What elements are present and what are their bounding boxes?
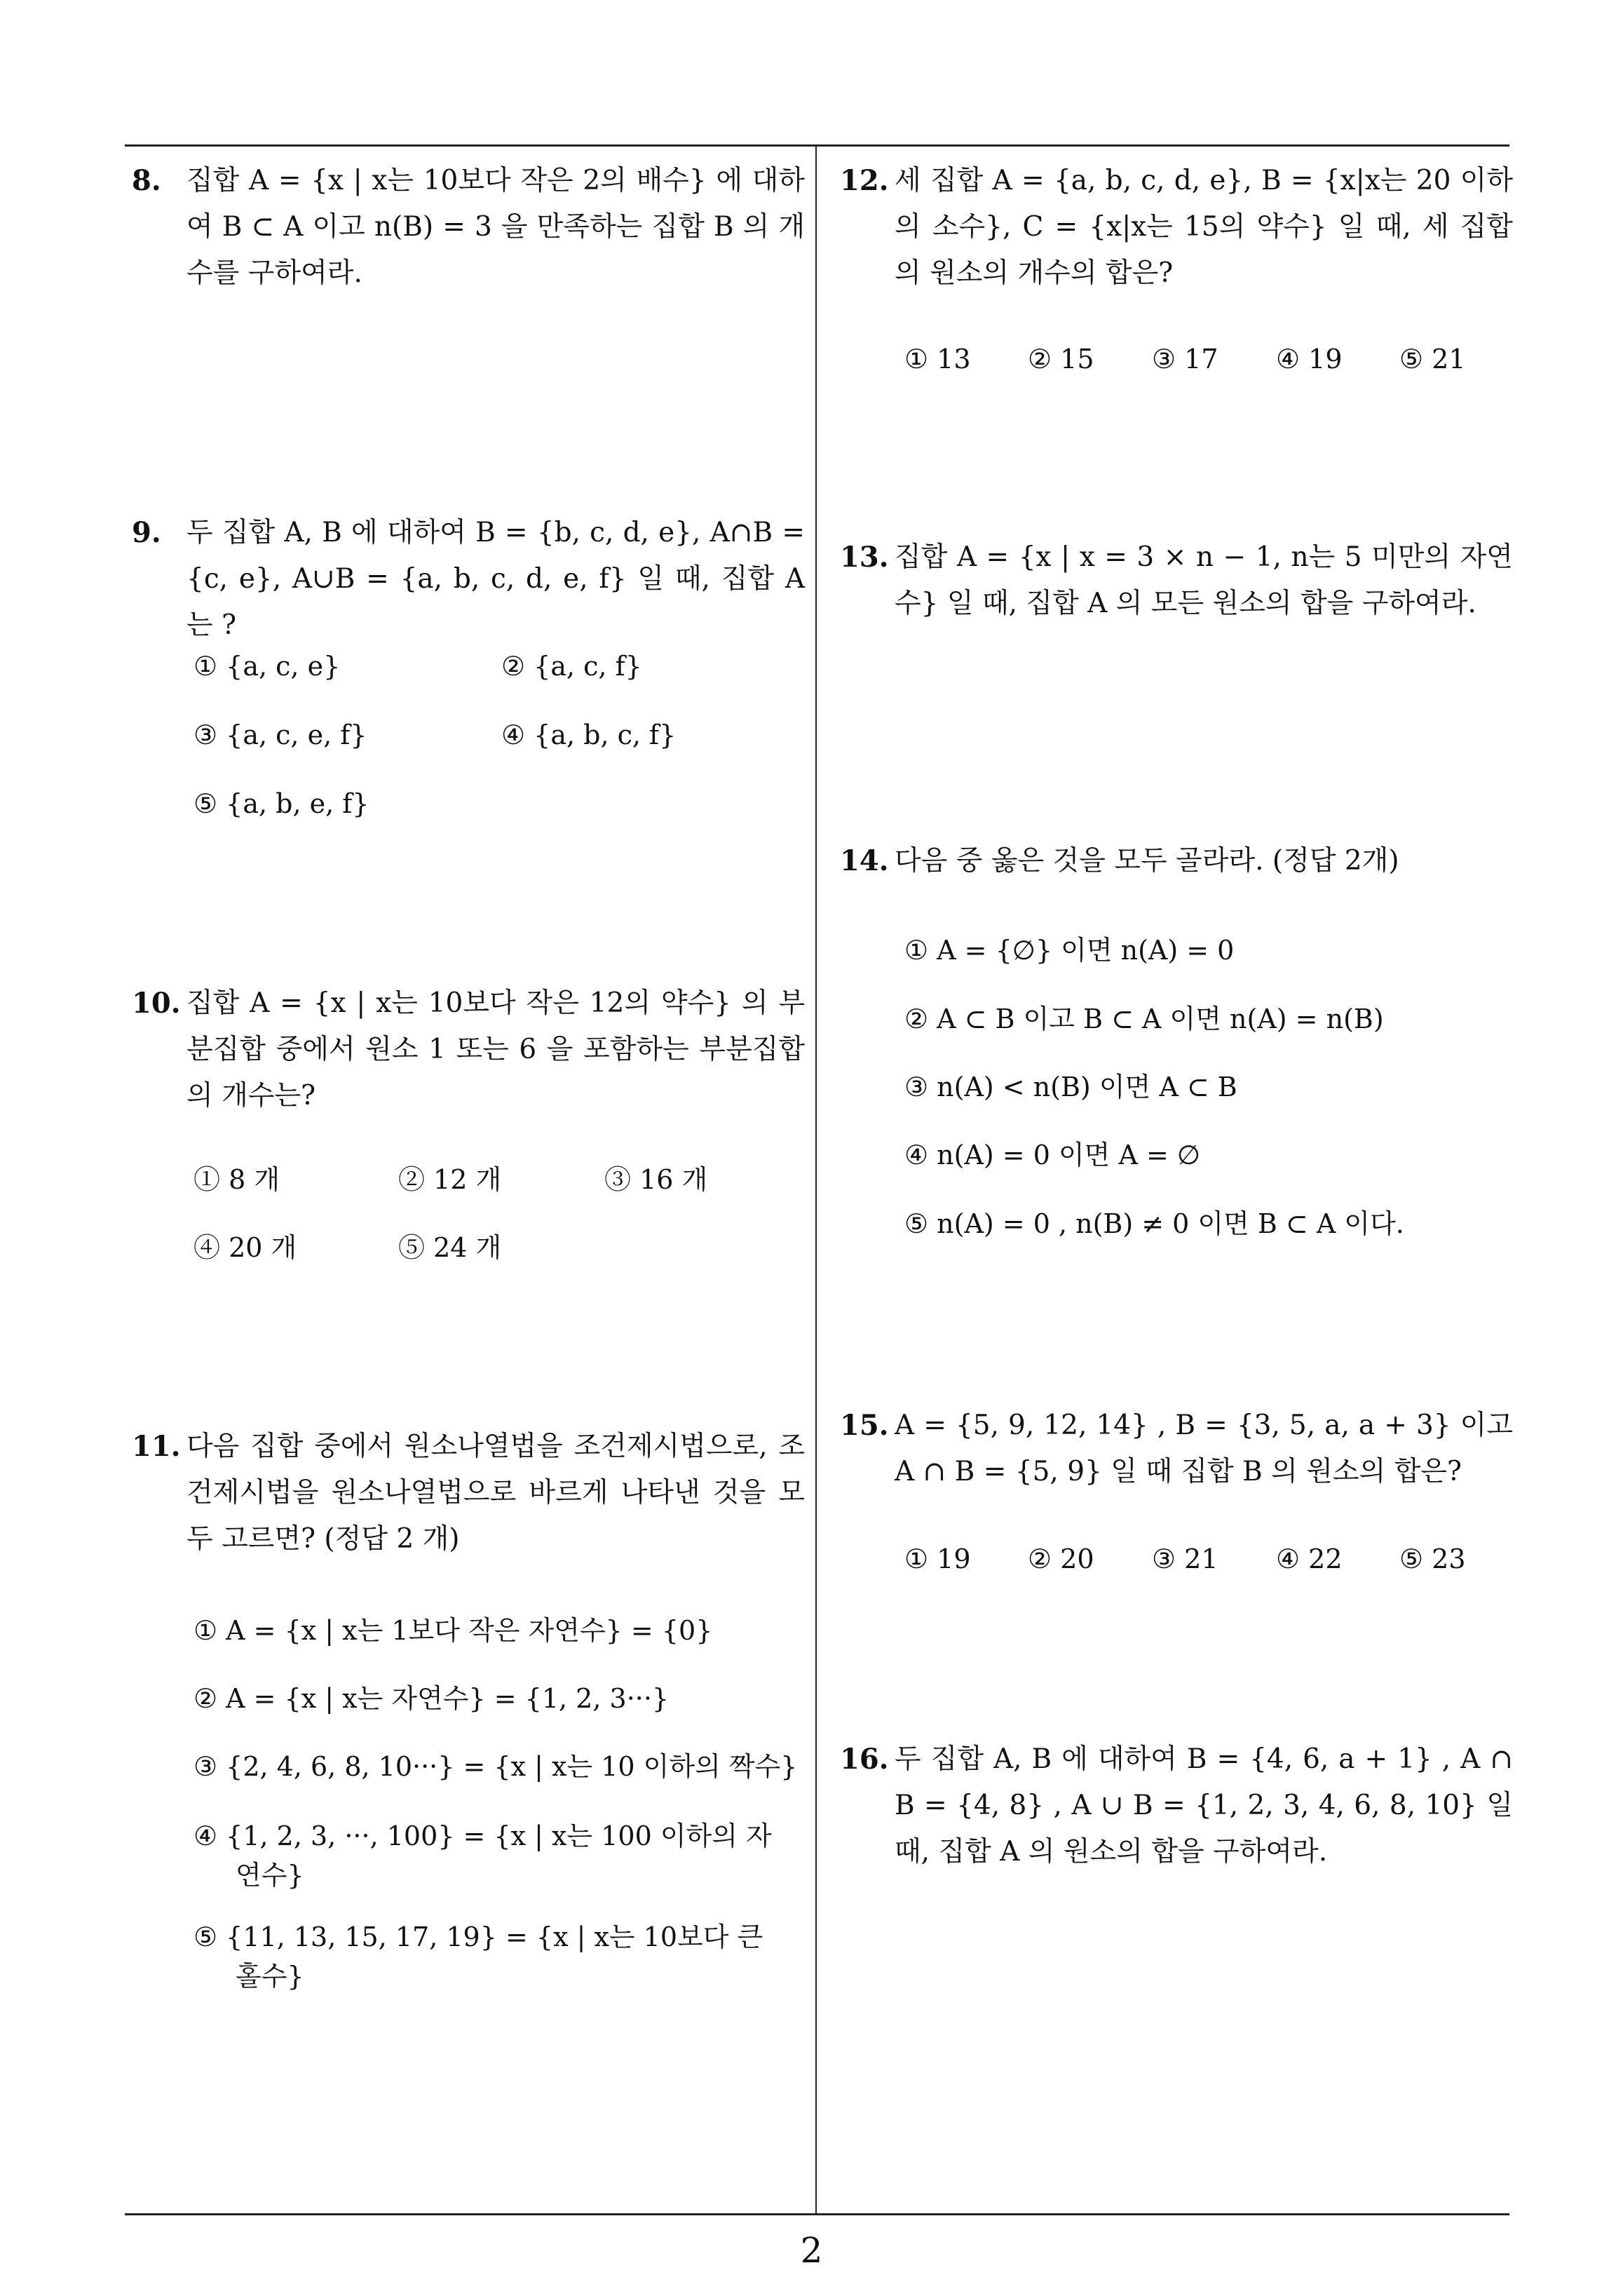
option-2[interactable]: ② 15 xyxy=(1028,344,1094,374)
option-1[interactable]: ① A = {∅} 이면 n(A) = 0 xyxy=(904,935,1235,966)
option-4[interactable]: ④ n(A) = 0 이면 A = ∅ xyxy=(904,1140,1201,1170)
option-2[interactable]: ② 12 개 xyxy=(398,1164,502,1195)
question-number: 13. xyxy=(840,541,889,574)
option-3[interactable]: ③ {2, 4, 6, 8, 10···} = {x | x는 10 이하의 짝수} xyxy=(193,1751,798,1782)
option-5[interactable]: ⑤ {11, 13, 15, 17, 19} = {x | x는 10보다 큰 홀수} xyxy=(193,1922,763,1992)
option-4[interactable]: ④ 22 xyxy=(1276,1544,1343,1574)
question-number: 14. xyxy=(840,844,889,877)
option-4[interactable]: ④ 19 xyxy=(1276,344,1343,374)
question-number: 10. xyxy=(132,987,181,1020)
question-text: 집합 A = {x | x는 10보다 작은 12의 약수} 의 부분집합 중에서 원소 1 또는 6 을 포함하는 부분집합의 개수는? xyxy=(186,987,805,1112)
bottom-rule xyxy=(125,2213,1509,2215)
question-13 xyxy=(840,534,1513,627)
option-3[interactable]: ③ 16 개 xyxy=(604,1164,708,1195)
question-number: 11. xyxy=(132,1430,181,1463)
question-text: 세 집합 A = {a, b, c, d, e}, B = {x|x는 20 이하의 소수}, C = {x|x는 15의 약수} 일 때, 세 집합의 원소의 개수의 합은? xyxy=(895,165,1513,289)
question-number: 15. xyxy=(840,1409,889,1442)
option-5[interactable]: ⑤ 24 개 xyxy=(398,1232,502,1263)
option-3[interactable]: ③ {a, c, e, f} xyxy=(193,720,367,750)
question-number: 16. xyxy=(840,1743,889,1776)
option-4[interactable]: ④ 20 개 xyxy=(193,1232,297,1263)
option-1[interactable]: ① {a, c, e} xyxy=(193,651,341,682)
question-14 xyxy=(840,838,1513,884)
question-number: 12. xyxy=(840,164,889,197)
option-1[interactable]: ① 19 xyxy=(904,1544,971,1574)
option-5[interactable]: ⑤ {a, b, e, f} xyxy=(193,788,369,819)
page-number: 2 xyxy=(800,2230,823,2271)
question-11 xyxy=(132,1424,805,1562)
option-3[interactable]: ③ 21 xyxy=(1152,1544,1218,1574)
question-text: 두 집합 A, B 에 대하여 B = {4, 6, a + 1} , A ∩ B = {4, 8} , A ∪ B = {1, 2, 3, 4, 6, 8, 10} 일 때, 집합 A 의 원소의 합을 구하여라. xyxy=(895,1743,1513,1868)
column-divider xyxy=(815,146,817,2213)
option-3[interactable]: ③ 17 xyxy=(1152,344,1218,374)
question-15 xyxy=(840,1403,1513,1495)
option-2[interactable]: ② {a, c, f} xyxy=(501,651,642,682)
option-2[interactable]: ② 20 xyxy=(1028,1544,1094,1574)
top-rule xyxy=(125,144,1509,147)
question-16 xyxy=(840,1736,1513,1875)
option-1[interactable]: ① A = {x | x는 1보다 작은 자연수} = {0} xyxy=(193,1615,713,1646)
question-8 xyxy=(132,158,805,297)
question-text: 다음 집합 중에서 원소나열법을 조건제시법으로, 조건제시법을 원소나열법으로 바르게 나타낸 것을 모두 고르면? (정답 2 개) xyxy=(186,1431,805,1555)
option-1[interactable]: ① 8 개 xyxy=(193,1164,280,1195)
question-text: 두 집합 A, B 에 대하여 B = {b, c, d, e}, A∩B = {c, e}, A∪B = {a, b, c, d, e, f} 일 때, 집합 A 는 ? xyxy=(186,517,805,641)
option-4[interactable]: ④ {1, 2, 3, ···, 100} = {x | x는 100 이하의 자연수} xyxy=(193,1821,772,1891)
question-text: 집합 A = {x | x는 10보다 작은 2의 배수} 에 대하여 B ⊂ A 이고 n(B) = 3 을 만족하는 집합 B 의 개수를 구하여라. xyxy=(186,165,805,289)
option-2[interactable]: ② A ⊂ B 이고 B ⊂ A 이면 n(A) = n(B) xyxy=(904,1004,1384,1034)
question-number: 8. xyxy=(132,164,161,197)
option-5[interactable]: ⑤ 23 xyxy=(1399,1544,1466,1574)
option-5[interactable]: ⑤ n(A) = 0 , n(B) ≠ 0 이면 B ⊂ A 이다. xyxy=(904,1208,1404,1239)
option-3[interactable]: ③ n(A) < n(B) 이면 A ⊂ B xyxy=(904,1072,1237,1102)
question-text: 집합 A = {x | x = 3 × n − 1, n는 5 미만의 자연수} 일 때, 집합 A 의 모든 원소의 합을 구하여라. xyxy=(895,541,1513,619)
option-5[interactable]: ⑤ 21 xyxy=(1399,344,1466,374)
question-text: A = {5, 9, 12, 14} , B = {3, 5, a, a + 3} 이고 A ∩ B = {5, 9} 일 때 집합 B 의 원소의 합은? xyxy=(895,1410,1513,1487)
option-4[interactable]: ④ {a, b, c, f} xyxy=(501,720,677,750)
question-text: 다음 중 옳은 것을 모두 골라라. (정답 2개) xyxy=(895,845,1399,877)
option-1[interactable]: ① 13 xyxy=(904,344,971,374)
question-number: 9. xyxy=(132,516,161,549)
question-12 xyxy=(840,158,1513,297)
question-9 xyxy=(132,510,805,649)
option-2[interactable]: ② A = {x | x는 자연수} = {1, 2, 3···} xyxy=(193,1683,670,1714)
question-10 xyxy=(132,980,805,1119)
